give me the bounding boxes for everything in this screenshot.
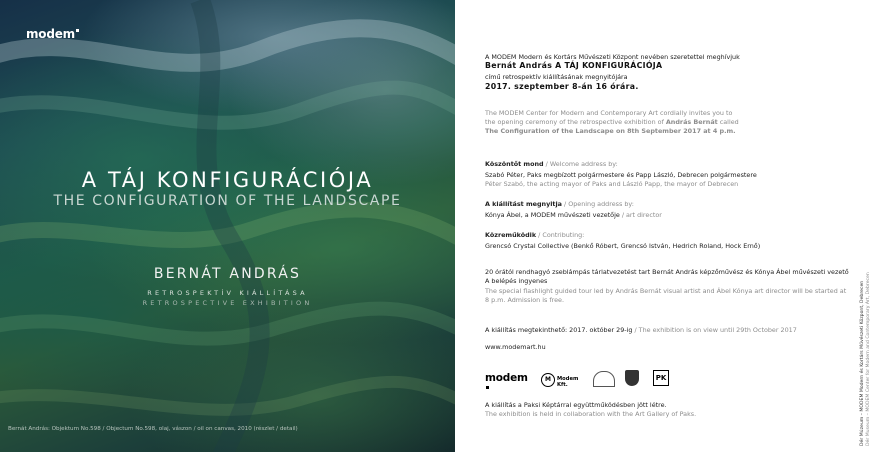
artist-name: BERNÁT ANDRÁS: [153, 266, 302, 282]
invite-hu-line2: Bernát András A TÁJ KONFIGURÁCIÓJA: [485, 61, 663, 70]
building-arch-logo: [593, 371, 615, 387]
exhibition-title-en: THE CONFIGURATION OF THE LANDSCAPE: [53, 193, 402, 209]
website-link[interactable]: www.modemart.hu: [485, 343, 546, 351]
opening-label: A kiállítást megnyitja / Opening address by:: [485, 200, 634, 208]
contrib-line: Grencsó Crystal Collective (Benkő Róbert, Grencsó István, Hedrich Roland, Hock Ernő): [485, 242, 761, 250]
invite-hu-line3: című retrospektív kiállításának megnyitójára: [485, 73, 628, 81]
venue-vertical-text: Dér Múzeum – MODEM Modern és Kortárs Művészeti Központ, Debrecen Dér Museum – MODEM Center for Modern and Contemporary Art, Debrecen: [860, 272, 871, 446]
invite-en-line2: the opening ceremony of the retrospective exhibition of András Bernát called: [485, 118, 739, 126]
modem-kft-label: Modem Kft.: [557, 376, 579, 388]
opening-line: Kónya Ábel, a MODEM művészeti vezetője / art director: [485, 211, 662, 219]
modem-logo-dark: modem: [485, 372, 528, 396]
invitation-text-panel: [455, 0, 892, 452]
contrib-label: Közreműködik / Contributing:: [485, 231, 585, 239]
retrospective-label-hu: RETROSPEKTÍV KIÁLLÍTÁSA: [147, 289, 308, 297]
tour-line1: 20 órától rendhagyó zseblámpás tárlatvezetést tart Bernát András képzőművész és Kónya Ábel művészeti vezető: [485, 268, 849, 276]
invite-hu-line1: A MODEM Modern és Kortárs Művészeti Központ nevében szeretettel meghívjuk: [485, 53, 740, 61]
tour-line2: A belépés ingyenes: [485, 277, 548, 285]
invite-hu-date: 2017. szeptember 8-án 16 órára.: [485, 82, 639, 91]
tour-line4: 8 p.m. Admission is free.: [485, 296, 564, 304]
welcome-label: Köszöntőt mond / Welcome address by:: [485, 160, 618, 168]
city-crest-logo: [625, 370, 639, 386]
collab-line-en: The exhibition is held in collaboration with the Art Gallery of Paks.: [485, 410, 697, 418]
artwork-caption: Bernát András: Objektum No.598 / Objectum No.598, olaj, vászon / oil on canvas, 2010 (részlet / detail): [8, 426, 298, 432]
view-dates: A kiállítás megtekinthető: 2017. október 29-ig / The exhibition is on view until 29th October 2017: [485, 326, 797, 334]
collab-line-hu: A kiállítás a Paksi Képtárral együttműködésben jött létre.: [485, 401, 667, 409]
retrospective-label-en: RETROSPECTIVE EXHIBITION: [142, 299, 313, 307]
invite-en-line3: The Configuration of the Landscape on 8th September 2017 at 4 p.m.: [485, 127, 736, 135]
exhibition-title-hu: A TÁJ KONFIGURÁCIÓJA: [81, 168, 374, 192]
modem-kft-circle-logo: M: [541, 373, 555, 387]
invite-en-line1: The MODEM Center for Modern and Contemporary Art cordially invites you to: [485, 109, 733, 117]
welcome-line-hu: Szabó Péter, Paks megbízott polgármestere és Papp László, Debrecen polgármestere: [485, 171, 757, 179]
tour-line3: The special flashlight guided tour led by András Bernát visual artist and Ábel Kónya art director will be started at: [485, 287, 847, 295]
modem-logo: modem: [26, 27, 79, 41]
welcome-line-en: Péter Szabó, the acting mayor of Paks and László Papp, the mayor of Debrecen: [485, 180, 739, 188]
pk-gallery-logo: PK: [653, 370, 669, 386]
